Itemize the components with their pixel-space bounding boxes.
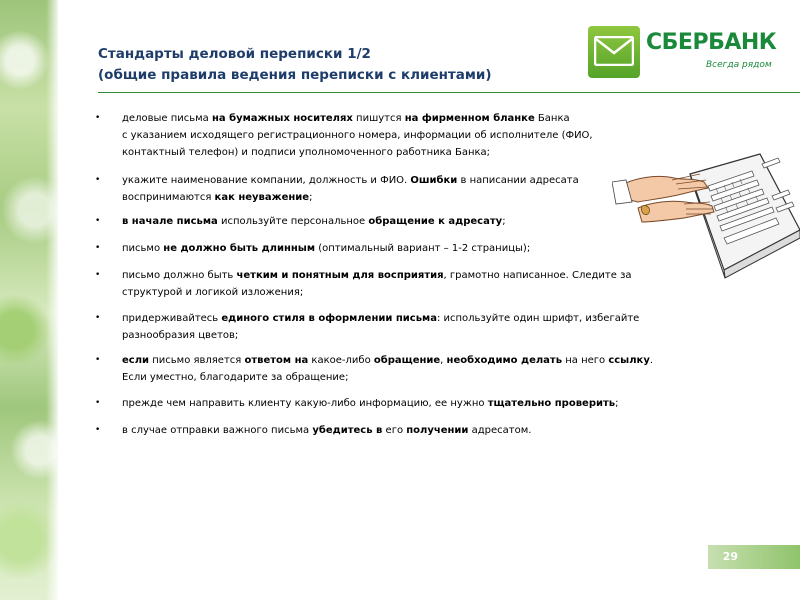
bullet-text [122,175,579,203]
bullet-item [95,310,639,344]
bullet-item [95,240,530,257]
bullet-text-bold: обращение к адресату [368,216,503,227]
bullet-text-run: письмо должно быть [122,270,237,281]
bullet-text [122,425,531,436]
envelope-icon [588,26,640,78]
bullet-text-bold: как неуважение [214,192,310,203]
logo-name: СБЕРБАНК [646,30,777,55]
bullet-text-run: разнообразия цветов; [122,330,239,341]
bullet-text-bold: тщательно проверить [487,398,616,409]
bullet-text-run: письмо является [149,355,245,366]
bullet-text [122,313,639,341]
bullet-item [95,213,506,230]
bullet-marker: • [95,113,101,123]
bullet-text-bold: необходимо делать [446,355,563,366]
bullet-marker: • [95,425,101,435]
keyboard-typing-image [612,152,800,280]
bullet-text-run: ; [309,192,313,203]
bullet-text-run: , грамотно написанное. Следите за [443,270,632,281]
bullet-text-run: укажите наименование компании, должность и ФИО. [122,175,411,186]
bullet-text-run: воспринимаются [122,192,215,203]
bullet-marker: • [95,313,101,323]
bullet-text [122,270,632,298]
logo-slogan: Всегда рядом [706,60,772,70]
page-title [98,44,568,86]
bullet-text [122,113,593,158]
bullet-text-run: с указанием исходящего регистрационного номера, информации об исполнителе (ФИО, [122,130,593,141]
bullet-text-bold: если [122,355,150,366]
bullet-text-run: , [440,355,447,366]
bullet-marker: • [95,175,101,185]
sberbank-logo [588,26,778,80]
title-line-2: (общие правила ведения переписки с клиентами) [98,67,492,83]
bullet-text-run: в написании адресата [457,175,579,186]
bullet-text-bold: на фирменном бланке [404,113,535,124]
bullet-text-run: используйте персональное [217,216,369,227]
bullet-text-run: ; [502,216,506,227]
bullet-text-run: какое-либо [308,355,374,366]
bullet-text [122,243,530,254]
page-number: 29 [722,550,738,563]
bullet-text-bold: убедитесь в [312,425,383,436]
bullet-text-run: прежде чем направить клиенту какую-либо информацию, ее нужно [122,398,488,409]
bullet-marker: • [95,216,101,226]
bullet-text-run: ; [615,398,619,409]
bullet-text-run: письмо [122,243,164,254]
bullet-item [95,110,593,161]
bullet-text-run: : используйте один шрифт, избегайте [436,313,640,324]
bullet-text-run: его [382,425,407,436]
page-number-badge [708,545,800,569]
bullet-text-run: контактный телефон) и подписи уполномоченного работника Банка; [122,147,491,158]
bullet-text-bold: единого стиля в оформлении письма [221,313,437,324]
bullet-item [95,267,632,301]
bullet-item [95,395,618,412]
bullet-text [122,216,506,227]
bullet-text-bold: ссылку [608,355,650,366]
bullet-text-bold: обращение [373,355,441,366]
title-line-1: Стандарты деловой переписки 1/2 [98,46,371,62]
bullet-marker: • [95,355,101,365]
bullet-marker: • [95,270,101,280]
bullet-text-run: деловые письма [122,113,212,124]
bullet-text-bold: не должно быть длинным [163,243,316,254]
keyboard-body [690,154,800,278]
bullet-text-bold: на бумажных носителях [211,113,353,124]
bullet-text-run: Если уместно, благодарите за обращение; [122,372,349,383]
bullet-text-run: в случае отправки важного письма [122,425,313,436]
bullet-text-run: структурой и логикой изложения; [122,287,304,298]
bullet-text [122,355,653,383]
header-divider [98,92,800,93]
bullet-text-run: адресатом. [468,425,532,436]
bullet-text-bold: получении [406,425,469,436]
bullet-text-run: придерживайтесь [122,313,222,324]
bullet-marker: • [95,243,101,253]
bullet-item [95,422,531,439]
bullet-text-bold: ответом на [244,355,309,366]
bullet-text-bold: в начале письма [122,216,218,227]
left-decorative-strip [0,0,58,600]
bullet-item [95,172,579,206]
bullet-marker: • [95,398,101,408]
bullet-text-bold: четким и понятным для восприятия [236,270,444,281]
bullet-text-run: на него [562,355,609,366]
bullet-text-run: (оптимальный вариант – 1-2 страницы); [315,243,531,254]
bullet-item [95,352,653,386]
bullet-text-run: . [649,355,654,366]
bullet-text-bold: Ошибки [410,175,458,186]
bullet-text [122,398,618,409]
bullet-text-run: пишутся [352,113,405,124]
bullet-text-run: Банка [534,113,570,124]
